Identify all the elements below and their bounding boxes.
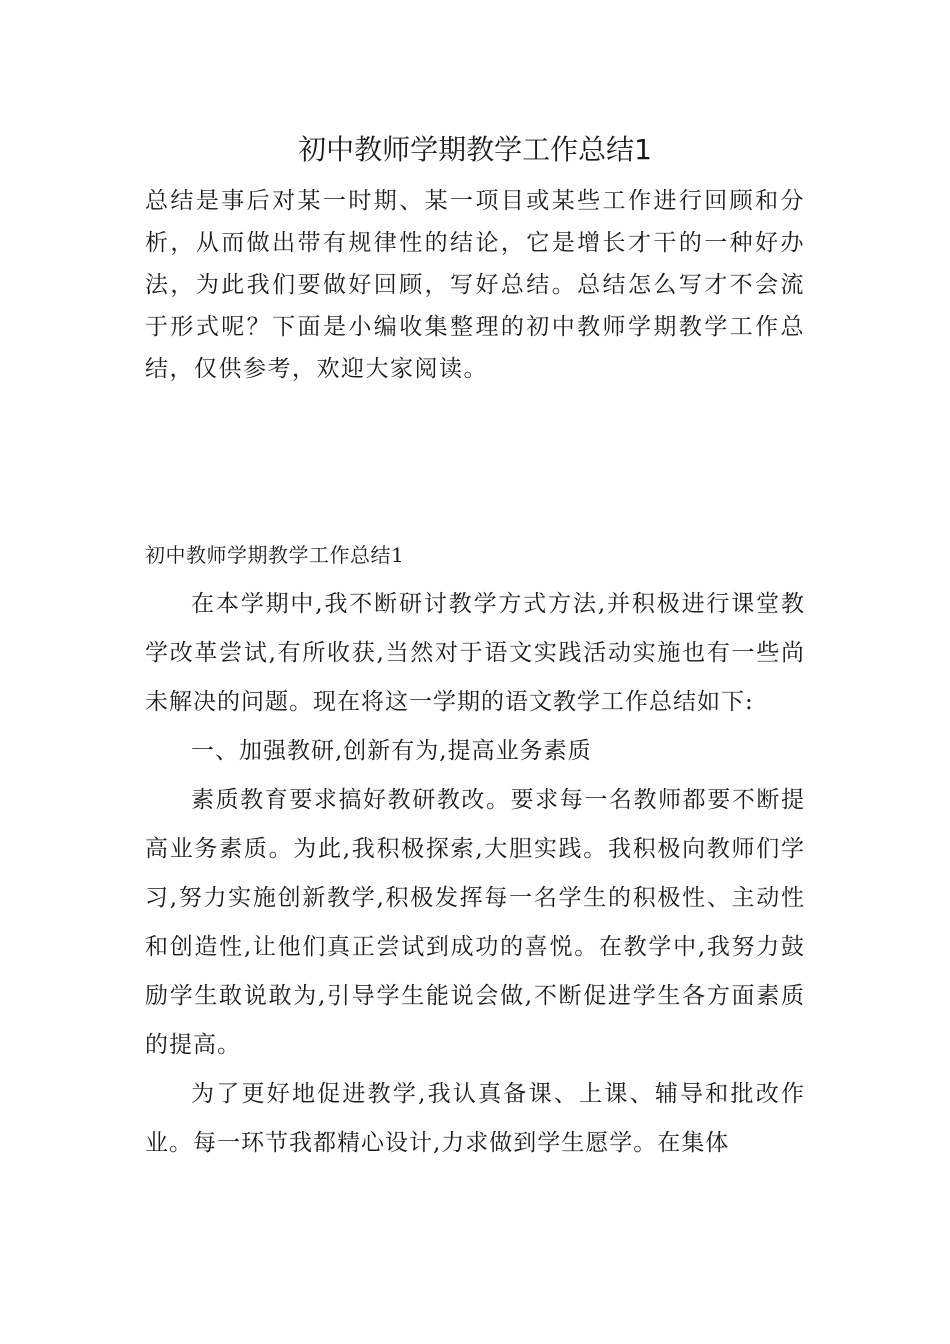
section-title: 初中教师学期教学工作总结1 [145,543,405,567]
body-paragraph-1: 在本学期中,我不断研讨教学方式方法,并积极进行课堂教学改革尝试,有所收获,当然对于语文实践活动实施也有一些尚未解决的问题。现在将这一学期的语文教学工作总结如下: [145,591,805,715]
intro-paragraph: 总结是事后对某一时期、某一项目或某些工作进行回顾和分析，从而做出带有规律性的结论，它是增长才干的一种好办法，为此我们要做好回顾，写好总结。总结怎么写才不会流于形式呢？下面是小编收集整理的初中教师学期教学工作总结，仅供参考，欢迎大家阅读。 [145,188,805,382]
body-paragraph-2: 素质教育要求搞好教研教改。要求每一名教师都要不断提高业务素质。为此,我积极探索,大胆实践。我积极向教师们学习,努力实施创新教学,积极发挥每一名学生的积极性、主动性和创造性,让他们真正尝试到成功的喜悦。在教学中,我努力鼓励学生敢说敢为,引导学生能说会做,不断促进学生各方面素质的提高。 [145,787,805,1058]
body-paragraph-3: 为了更好地促进教学,我认真备课、上课、辅导和批改作业。每一环节我都精心设计,力求做到学生愿学。在集体 [145,1081,805,1156]
article-body [145,531,805,1168]
section-heading-1: 一、加强教研,创新有为,提高业务素质 [191,738,592,764]
document-title: 初中教师学期教学工作总结1 [298,133,652,166]
